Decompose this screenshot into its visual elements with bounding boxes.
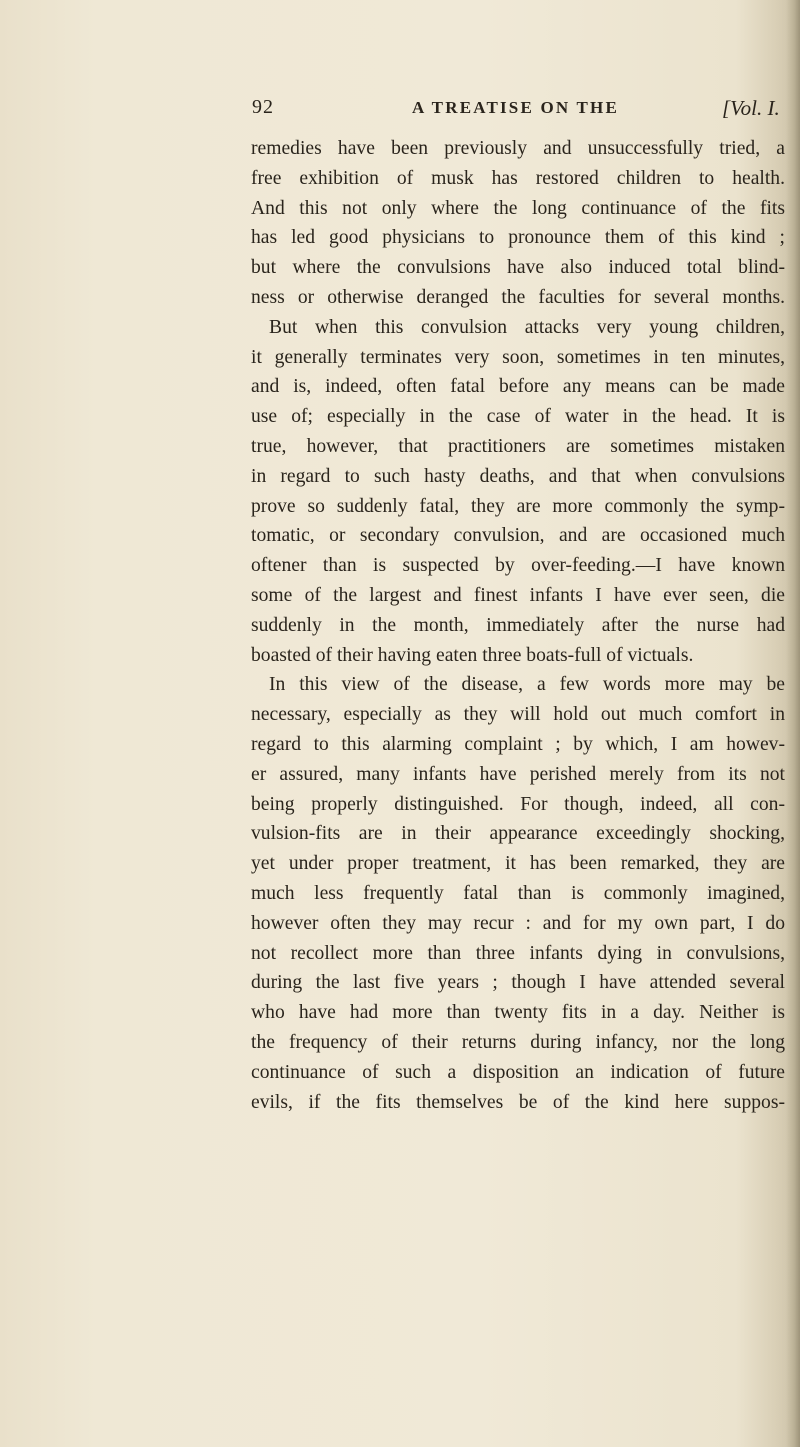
text-line: continuance of such a disposition an indication of future [251, 1061, 785, 1083]
text-line: regard to this alarming complaint ; by which, I am howev- [251, 733, 785, 755]
text-line: oftener than is suspected by over-feeding.—I have known [251, 555, 785, 577]
text-line: and is, indeed, often fatal before any means can be made [251, 376, 785, 398]
text-line: who have had more than twenty fits in a day. Neither is [251, 1002, 785, 1024]
text-line: evils, if the fits themselves be of the kind here suppos- [251, 1091, 785, 1113]
text-line: In this view of the disease, a few words more may be [269, 674, 785, 696]
text-line: has led good physicians to pronounce them of this kind ; [251, 227, 785, 249]
page-number: 92 [252, 96, 274, 118]
text-line: some of the largest and finest infants I have ever seen, die [251, 584, 785, 606]
text-line: during the last five years ; though I have attended several [251, 972, 785, 994]
text-line: being properly distinguished. For though, indeed, all con- [251, 793, 785, 815]
text-line: suddenly in the month, immediately after the nurse had [251, 614, 785, 636]
volume-reference: [Vol. I. [722, 96, 780, 120]
text-line: necessary, especially as they will hold out much comfort in [251, 704, 785, 726]
text-line: But when this convulsion attacks very young children, [269, 316, 785, 338]
text-line: free exhibition of musk has restored children to health. [251, 167, 785, 189]
text-line: use of; especially in the case of water in the head. It is [251, 406, 785, 428]
text-line: remedies have been previously and unsuccessfully tried, a [251, 138, 785, 159]
text-line: And this not only where the long continuance of the fits [251, 197, 785, 219]
text-line: in regard to such hasty deaths, and that when convulsions [251, 465, 785, 487]
text-line: not recollect more than three infants dying in convulsions, [251, 942, 785, 964]
page-edge-shadow [786, 0, 800, 1447]
body-text [251, 134, 785, 1117]
text-line: prove so suddenly fatal, they are more commonly the symp- [251, 495, 785, 517]
text-line: it generally terminates very soon, sometimes in ten minutes, [251, 346, 785, 368]
running-title: A TREATISE ON THE [412, 98, 619, 117]
text-line: ness or otherwise deranged the faculties for several months. [251, 286, 785, 308]
text-line: yet under proper treatment, it has been remarked, they are [251, 853, 785, 875]
text-line: boasted of their having eaten three boats-full of victuals. [251, 644, 694, 666]
text-line: tomatic, or secondary convulsion, and are occasioned much [251, 525, 785, 547]
text-line: much less frequently fatal than is commonly imagined, [251, 882, 785, 904]
text-line: vulsion-fits are in their appearance exceedingly shocking, [251, 823, 785, 845]
page-header [252, 96, 796, 122]
text-line: the frequency of their returns during infancy, nor the long [251, 1031, 785, 1053]
text-line: but where the convulsions have also induced total blind- [251, 257, 785, 279]
text-line: er assured, many infants have perished merely from its not [251, 763, 785, 785]
text-line: however often they may recur : and for my own part, I do [251, 912, 785, 934]
text-line: true, however, that practitioners are sometimes mistaken [251, 435, 785, 457]
